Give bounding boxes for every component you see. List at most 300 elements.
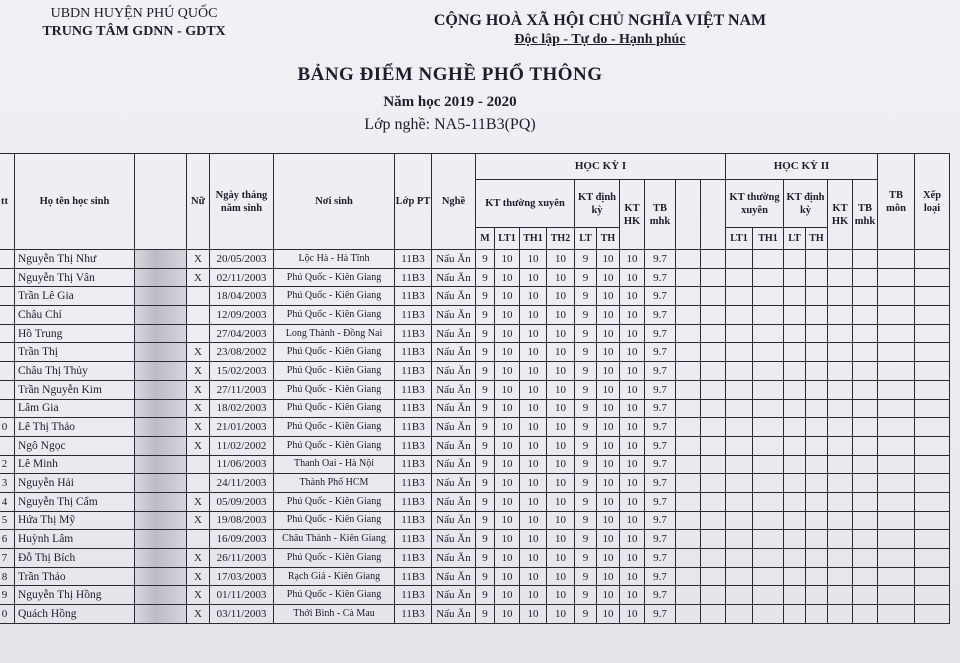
- cell-class: 11B3: [395, 418, 432, 437]
- cell-female: [187, 474, 210, 493]
- cell-t1-th2: 10: [547, 511, 575, 530]
- cell-photo: [135, 250, 187, 269]
- cell-t1-th2: 10: [547, 268, 575, 287]
- cell-empty: [676, 474, 701, 493]
- cell-female: X: [187, 250, 210, 269]
- col-t1-kt-periodic: KT định kỳ: [575, 180, 620, 228]
- cell-t1-lt1: 10: [495, 343, 520, 362]
- cell-t1-th: 10: [597, 436, 620, 455]
- cell-dob: 01/11/2003: [210, 586, 274, 605]
- cell-t1-lt: 9: [575, 492, 597, 511]
- cell-t1-lt: 9: [575, 567, 597, 586]
- cell-t1-kt-hk: 10: [620, 492, 645, 511]
- col-trade: Nghề: [432, 154, 476, 250]
- cell-t1-lt: 9: [575, 250, 597, 269]
- cell-t1-tb-mhk: 9.7: [645, 586, 676, 605]
- cell-empty: [701, 287, 726, 306]
- cell-t1-tb-mhk: 9.7: [645, 362, 676, 381]
- cell-stt: [0, 399, 15, 418]
- cell-empty: [753, 268, 784, 287]
- cell-trade: Nấu Ăn: [432, 511, 476, 530]
- cell-female: [187, 530, 210, 549]
- cell-empty: [701, 474, 726, 493]
- cell-t1-lt1: 10: [495, 418, 520, 437]
- cell-photo: [135, 362, 187, 381]
- cell-empty: [784, 287, 806, 306]
- cell-empty: [878, 455, 915, 474]
- cell-photo: [135, 287, 187, 306]
- cell-dob: 23/08/2002: [210, 343, 274, 362]
- cell-dob: 21/01/2003: [210, 418, 274, 437]
- col-t2-th1: TH1: [753, 228, 784, 250]
- cell-empty: [828, 418, 853, 437]
- col-female: Nữ: [187, 154, 210, 250]
- cell-t1-th2: 10: [547, 436, 575, 455]
- cell-empty: [853, 567, 878, 586]
- cell-stt: 3: [0, 474, 15, 493]
- center-name: TRUNG TÂM GDNN - GDTX: [42, 24, 226, 39]
- cell-trade: Nấu Ăn: [432, 399, 476, 418]
- cell-t1-th: 10: [597, 492, 620, 511]
- cell-empty: [753, 324, 784, 343]
- cell-birthplace: Lộc Hà - Hà Tĩnh: [274, 250, 395, 269]
- cell-empty: [915, 380, 950, 399]
- cell-class: 11B3: [395, 250, 432, 269]
- cell-t1-tb-mhk: 9.7: [645, 605, 676, 624]
- cell-empty: [878, 287, 915, 306]
- cell-t1-lt: 9: [575, 605, 597, 624]
- cell-empty: [784, 306, 806, 325]
- table-row: [0, 436, 950, 455]
- cell-empty: [878, 474, 915, 493]
- cell-t1-tb-mhk: 9.7: [645, 306, 676, 325]
- cell-name: Châu Chí: [15, 306, 135, 325]
- cell-empty: [784, 455, 806, 474]
- cell-empty: [701, 586, 726, 605]
- cell-name: Lâm Gia: [15, 399, 135, 418]
- cell-empty: [828, 530, 853, 549]
- cell-empty: [726, 343, 753, 362]
- cell-photo: [135, 306, 187, 325]
- cell-empty: [878, 492, 915, 511]
- cell-empty: [878, 250, 915, 269]
- cell-name: Nguyễn Thị Hồng: [15, 586, 135, 605]
- cell-photo: [135, 324, 187, 343]
- cell-empty: [878, 605, 915, 624]
- cell-trade: Nấu Ăn: [432, 380, 476, 399]
- cell-empty: [853, 511, 878, 530]
- cell-empty: [915, 605, 950, 624]
- cell-empty: [806, 380, 828, 399]
- col-t1-lt: LT: [575, 228, 597, 250]
- cell-t1-tb-mhk: 9.7: [645, 530, 676, 549]
- cell-t1-m: 9: [476, 549, 495, 568]
- cell-empty: [701, 399, 726, 418]
- col-t1-th1: TH1: [520, 228, 547, 250]
- col-t2-kt-regular: KT thường xuyên: [726, 180, 784, 228]
- cell-empty: [853, 418, 878, 437]
- col-class: Lớp PT: [395, 154, 432, 250]
- cell-empty: [676, 418, 701, 437]
- cell-t1-th: 10: [597, 586, 620, 605]
- cell-empty: [828, 492, 853, 511]
- cell-empty: [753, 586, 784, 605]
- cell-empty: [806, 530, 828, 549]
- cell-empty: [853, 380, 878, 399]
- cell-empty: [853, 399, 878, 418]
- cell-empty: [828, 362, 853, 381]
- cell-dob: 03/11/2003: [210, 605, 274, 624]
- cell-empty: [676, 268, 701, 287]
- cell-t1-th1: 10: [520, 549, 547, 568]
- cell-t1-lt1: 10: [495, 605, 520, 624]
- cell-t1-tb-mhk: 9.7: [645, 268, 676, 287]
- cell-empty: [726, 324, 753, 343]
- cell-class: 11B3: [395, 455, 432, 474]
- cell-t1-lt: 9: [575, 586, 597, 605]
- cell-empty: [828, 455, 853, 474]
- cell-empty: [701, 306, 726, 325]
- cell-birthplace: Phú Quốc - Kiên Giang: [274, 306, 395, 325]
- col-t2-lt: LT: [784, 228, 806, 250]
- cell-empty: [806, 492, 828, 511]
- cell-empty: [915, 511, 950, 530]
- cell-empty: [915, 306, 950, 325]
- cell-dob: 15/02/2003: [210, 362, 274, 381]
- table-row: [0, 530, 950, 549]
- cell-empty: [915, 324, 950, 343]
- cell-empty: [701, 455, 726, 474]
- cell-photo: [135, 567, 187, 586]
- cell-empty: [701, 250, 726, 269]
- cell-stt: [0, 436, 15, 455]
- cell-name: Châu Thị Thủy: [15, 362, 135, 381]
- cell-t1-lt: 9: [575, 530, 597, 549]
- cell-t1-m: 9: [476, 268, 495, 287]
- cell-birthplace: Phú Quốc - Kiên Giang: [274, 418, 395, 437]
- cell-empty: [878, 511, 915, 530]
- table-row: [0, 380, 950, 399]
- cell-empty: [701, 530, 726, 549]
- cell-t1-lt: 9: [575, 399, 597, 418]
- cell-empty: [878, 418, 915, 437]
- cell-name: Ngô Ngọc: [15, 436, 135, 455]
- cell-name: Trần Nguyễn Kim: [15, 380, 135, 399]
- cell-empty: [828, 380, 853, 399]
- cell-empty: [806, 511, 828, 530]
- cell-t1-th2: 10: [547, 586, 575, 605]
- cell-photo: [135, 268, 187, 287]
- cell-trade: Nấu Ăn: [432, 250, 476, 269]
- cell-empty: [701, 605, 726, 624]
- cell-t1-kt-hk: 10: [620, 287, 645, 306]
- cell-stt: 6: [0, 530, 15, 549]
- cell-empty: [753, 549, 784, 568]
- cell-class: 11B3: [395, 380, 432, 399]
- cell-empty: [853, 605, 878, 624]
- cell-empty: [806, 362, 828, 381]
- cell-empty: [853, 549, 878, 568]
- cell-empty: [726, 250, 753, 269]
- cell-class: 11B3: [395, 343, 432, 362]
- cell-dob: 27/11/2003: [210, 380, 274, 399]
- cell-t1-m: 9: [476, 362, 495, 381]
- cell-birthplace: Phú Quốc - Kiên Giang: [274, 586, 395, 605]
- cell-empty: [784, 511, 806, 530]
- cell-t1-kt-hk: 10: [620, 418, 645, 437]
- cell-name: Nguyễn Thị Vân: [15, 268, 135, 287]
- cell-empty: [726, 362, 753, 381]
- cell-t1-lt: 9: [575, 511, 597, 530]
- cell-t1-th2: 10: [547, 250, 575, 269]
- cell-empty: [828, 549, 853, 568]
- cell-empty: [701, 362, 726, 381]
- cell-t1-lt1: 10: [495, 436, 520, 455]
- col-t1-th2: TH2: [547, 228, 575, 250]
- cell-t1-kt-hk: 10: [620, 362, 645, 381]
- cell-birthplace: Thanh Oai - Hà Nội: [274, 455, 395, 474]
- class-line: Lớp nghề: NA5-11B3(PQ): [364, 116, 536, 133]
- cell-t1-th: 10: [597, 530, 620, 549]
- cell-female: X: [187, 380, 210, 399]
- cell-dob: 27/04/2003: [210, 324, 274, 343]
- cell-dob: 20/05/2003: [210, 250, 274, 269]
- cell-female: X: [187, 549, 210, 568]
- national-title: CỘNG HOÀ XÃ HỘI CHỦ NGHĨA VIỆT NAM: [433, 12, 767, 29]
- cell-class: 11B3: [395, 586, 432, 605]
- cell-trade: Nấu Ăn: [432, 418, 476, 437]
- col-stt: tt: [0, 154, 15, 250]
- cell-t1-th2: 10: [547, 418, 575, 437]
- cell-empty: [828, 324, 853, 343]
- cell-empty: [828, 287, 853, 306]
- cell-empty: [753, 605, 784, 624]
- cell-female: X: [187, 492, 210, 511]
- cell-t1-lt1: 10: [495, 268, 520, 287]
- table-row: [0, 399, 950, 418]
- cell-empty: [726, 306, 753, 325]
- cell-t1-lt1: 10: [495, 530, 520, 549]
- cell-trade: Nấu Ăn: [432, 436, 476, 455]
- issuer-header: [14, 6, 254, 40]
- cell-t1-lt: 9: [575, 287, 597, 306]
- cell-female: X: [187, 436, 210, 455]
- cell-trade: Nấu Ăn: [432, 605, 476, 624]
- cell-empty: [726, 511, 753, 530]
- cell-t1-kt-hk: 10: [620, 530, 645, 549]
- cell-photo: [135, 492, 187, 511]
- cell-t1-tb-mhk: 9.7: [645, 436, 676, 455]
- cell-empty: [806, 343, 828, 362]
- col-dob: Ngày tháng năm sinh: [210, 154, 274, 250]
- col-name: Họ tên học sinh: [15, 154, 135, 250]
- cell-empty: [701, 567, 726, 586]
- cell-stt: [0, 250, 15, 269]
- cell-t1-tb-mhk: 9.7: [645, 492, 676, 511]
- cell-empty: [878, 324, 915, 343]
- cell-female: [187, 306, 210, 325]
- cell-t1-tb-mhk: 9.7: [645, 418, 676, 437]
- cell-empty: [806, 567, 828, 586]
- cell-empty: [753, 492, 784, 511]
- cell-t1-th: 10: [597, 287, 620, 306]
- cell-empty: [915, 567, 950, 586]
- table-row: [0, 418, 950, 437]
- table-row: [0, 362, 950, 381]
- cell-t1-th1: 10: [520, 567, 547, 586]
- cell-empty: [701, 380, 726, 399]
- cell-empty: [753, 362, 784, 381]
- cell-name: Trần Thị: [15, 343, 135, 362]
- cell-t1-th2: 10: [547, 549, 575, 568]
- cell-stt: [0, 343, 15, 362]
- cell-empty: [753, 418, 784, 437]
- cell-t1-th1: 10: [520, 586, 547, 605]
- cell-t1-lt: 9: [575, 268, 597, 287]
- cell-photo: [135, 418, 187, 437]
- cell-empty: [753, 511, 784, 530]
- cell-t1-th1: 10: [520, 306, 547, 325]
- cell-empty: [676, 380, 701, 399]
- cell-trade: Nấu Ăn: [432, 549, 476, 568]
- cell-stt: 7: [0, 549, 15, 568]
- cell-stt: 9: [0, 586, 15, 605]
- cell-empty: [784, 436, 806, 455]
- cell-t1-th1: 10: [520, 380, 547, 399]
- cell-empty: [784, 474, 806, 493]
- col-term2: HỌC KỲ II: [726, 154, 878, 180]
- cell-empty: [784, 362, 806, 381]
- cell-stt: 0: [0, 418, 15, 437]
- cell-t1-th1: 10: [520, 287, 547, 306]
- cell-empty: [753, 436, 784, 455]
- col-t2-kt-hk: KT HK: [828, 180, 853, 250]
- cell-female: X: [187, 399, 210, 418]
- cell-empty: [726, 455, 753, 474]
- cell-birthplace: Châu Thành - Kiên Giang: [274, 530, 395, 549]
- cell-class: 11B3: [395, 287, 432, 306]
- grade-table: [0, 153, 950, 624]
- cell-dob: 18/02/2003: [210, 399, 274, 418]
- cell-t1-tb-mhk: 9.7: [645, 567, 676, 586]
- cell-female: [187, 287, 210, 306]
- cell-t1-th1: 10: [520, 250, 547, 269]
- cell-empty: [753, 343, 784, 362]
- cell-empty: [784, 530, 806, 549]
- cell-empty: [784, 492, 806, 511]
- cell-empty: [784, 586, 806, 605]
- table-row: [0, 306, 950, 325]
- cell-t1-kt-hk: 10: [620, 511, 645, 530]
- cell-trade: Nấu Ăn: [432, 586, 476, 605]
- cell-birthplace: Phú Quốc - Kiên Giang: [274, 549, 395, 568]
- cell-class: 11B3: [395, 324, 432, 343]
- cell-t1-lt1: 10: [495, 380, 520, 399]
- cell-birthplace: Thới Bình - Cà Mau: [274, 605, 395, 624]
- cell-empty: [726, 567, 753, 586]
- cell-empty: [701, 418, 726, 437]
- cell-photo: [135, 586, 187, 605]
- cell-name: Lê Thị Thảo: [15, 418, 135, 437]
- cell-t1-th1: 10: [520, 436, 547, 455]
- cell-empty: [701, 268, 726, 287]
- cell-empty: [915, 549, 950, 568]
- cell-empty: [753, 567, 784, 586]
- col-t1-spacer2: [701, 180, 726, 250]
- cell-trade: Nấu Ăn: [432, 287, 476, 306]
- national-motto: Độc lập - Tự do - Hạnh phúc: [514, 32, 686, 47]
- cell-empty: [753, 306, 784, 325]
- cell-birthplace: Phú Quốc - Kiên Giang: [274, 362, 395, 381]
- cell-empty: [701, 492, 726, 511]
- cell-empty: [753, 530, 784, 549]
- cell-t1-m: 9: [476, 605, 495, 624]
- cell-trade: Nấu Ăn: [432, 306, 476, 325]
- cell-empty: [806, 399, 828, 418]
- cell-class: 11B3: [395, 492, 432, 511]
- cell-birthplace: Phú Quốc - Kiên Giang: [274, 492, 395, 511]
- col-birthplace: Nơi sinh: [274, 154, 395, 250]
- cell-empty: [878, 586, 915, 605]
- cell-empty: [676, 586, 701, 605]
- cell-t1-kt-hk: 10: [620, 306, 645, 325]
- cell-empty: [915, 250, 950, 269]
- district-name: UBDN HUYỆN PHÚ QUỐC: [50, 6, 218, 21]
- col-t2-tb-mhk: TB mhk: [853, 180, 878, 250]
- cell-t1-th1: 10: [520, 605, 547, 624]
- cell-t1-m: 9: [476, 511, 495, 530]
- cell-t1-lt1: 10: [495, 399, 520, 418]
- cell-t1-kt-hk: 10: [620, 586, 645, 605]
- cell-empty: [878, 567, 915, 586]
- cell-t1-lt: 9: [575, 549, 597, 568]
- cell-t1-lt1: 10: [495, 586, 520, 605]
- cell-t1-th: 10: [597, 324, 620, 343]
- cell-empty: [915, 455, 950, 474]
- cell-t1-lt1: 10: [495, 567, 520, 586]
- cell-trade: Nấu Ăn: [432, 324, 476, 343]
- cell-t1-lt1: 10: [495, 511, 520, 530]
- cell-empty: [753, 474, 784, 493]
- cell-empty: [828, 511, 853, 530]
- cell-trade: Nấu Ăn: [432, 492, 476, 511]
- cell-t1-kt-hk: 10: [620, 605, 645, 624]
- cell-birthplace: Phú Quốc - Kiên Giang: [274, 511, 395, 530]
- cell-t1-th: 10: [597, 605, 620, 624]
- cell-stt: 8: [0, 567, 15, 586]
- table-row: [0, 268, 950, 287]
- table-row: [0, 287, 950, 306]
- col-t1-kt-regular: KT thường xuyên: [476, 180, 575, 228]
- cell-empty: [753, 380, 784, 399]
- cell-dob: 24/11/2003: [210, 474, 274, 493]
- table-row: [0, 455, 950, 474]
- cell-empty: [915, 399, 950, 418]
- cell-t1-kt-hk: 10: [620, 567, 645, 586]
- cell-t1-m: 9: [476, 418, 495, 437]
- cell-t1-tb-mhk: 9.7: [645, 287, 676, 306]
- cell-name: Huỳnh Lâm: [15, 530, 135, 549]
- cell-t1-lt1: 10: [495, 474, 520, 493]
- cell-empty: [701, 511, 726, 530]
- cell-stt: 4: [0, 492, 15, 511]
- cell-photo: [135, 605, 187, 624]
- cell-female: X: [187, 343, 210, 362]
- cell-empty: [853, 343, 878, 362]
- cell-t1-th1: 10: [520, 455, 547, 474]
- col-t2-th: TH: [806, 228, 828, 250]
- cell-t1-lt: 9: [575, 343, 597, 362]
